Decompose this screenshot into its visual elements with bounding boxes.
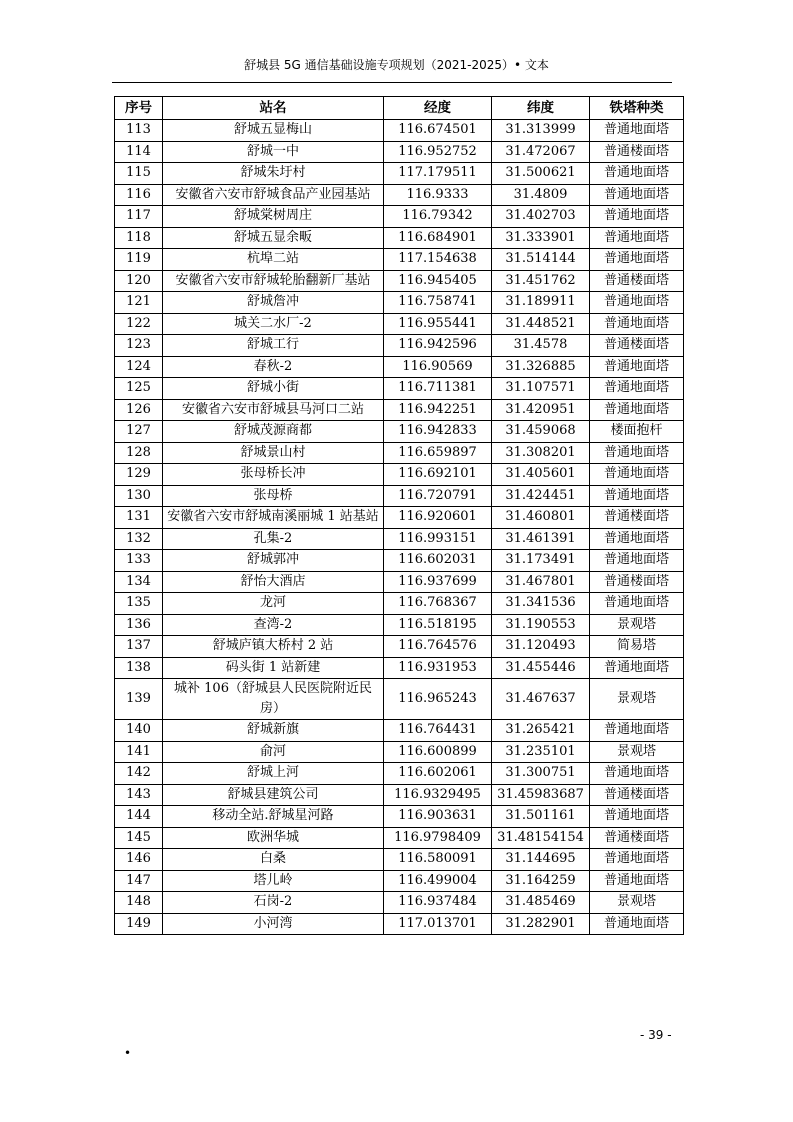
latitude-cell: 31.402703 xyxy=(492,206,590,228)
tower-type-cell: 普通地面塔 xyxy=(590,356,684,378)
longitude-cell: 116.602061 xyxy=(384,763,492,785)
table-body xyxy=(115,120,684,935)
longitude-cell: 116.711381 xyxy=(384,378,492,400)
tower-type-cell: 普通地面塔 xyxy=(590,313,684,335)
row-index-cell: 118 xyxy=(115,227,163,249)
latitude-cell: 31.189911 xyxy=(492,292,590,314)
site-name-cell: 安徽省六安市舒城轮胎翻新厂基站 xyxy=(163,270,384,292)
row-index-cell: 115 xyxy=(115,163,163,185)
longitude-cell: 116.692101 xyxy=(384,464,492,486)
table-row xyxy=(115,614,684,636)
longitude-cell: 117.179511 xyxy=(384,163,492,185)
site-name-cell: 舒城茂源商都 xyxy=(163,421,384,443)
site-name-cell: 查湾-2 xyxy=(163,614,384,636)
tower-type-cell: 景观塔 xyxy=(590,679,684,720)
longitude-cell: 116.518195 xyxy=(384,614,492,636)
row-index-cell: 117 xyxy=(115,206,163,228)
tower-type-cell: 普通地面塔 xyxy=(590,163,684,185)
row-index-cell: 129 xyxy=(115,464,163,486)
table-row xyxy=(115,784,684,806)
longitude-cell: 116.9333 xyxy=(384,184,492,206)
latitude-cell: 31.451762 xyxy=(492,270,590,292)
tower-type-cell: 普通地面塔 xyxy=(590,399,684,421)
table-row xyxy=(115,913,684,935)
table-row xyxy=(115,763,684,785)
latitude-cell: 31.500621 xyxy=(492,163,590,185)
longitude-cell: 116.937699 xyxy=(384,571,492,593)
site-name-cell: 舒城小街 xyxy=(163,378,384,400)
latitude-cell: 31.448521 xyxy=(492,313,590,335)
row-index-cell: 141 xyxy=(115,741,163,763)
site-name-cell: 城关二水厂-2 xyxy=(163,313,384,335)
latitude-cell: 31.120493 xyxy=(492,636,590,658)
longitude-cell: 116.580091 xyxy=(384,849,492,871)
longitude-cell: 116.942833 xyxy=(384,421,492,443)
site-name-cell: 张母桥 xyxy=(163,485,384,507)
tower-type-cell: 普通地面塔 xyxy=(590,227,684,249)
tower-type-cell: 普通楼面塔 xyxy=(590,784,684,806)
latitude-cell: 31.420951 xyxy=(492,399,590,421)
table-row xyxy=(115,335,684,357)
latitude-cell: 31.313999 xyxy=(492,120,590,142)
latitude-cell: 31.4578 xyxy=(492,335,590,357)
row-index-cell: 113 xyxy=(115,120,163,142)
row-index-cell: 114 xyxy=(115,141,163,163)
row-index-cell: 123 xyxy=(115,335,163,357)
table-row xyxy=(115,249,684,271)
site-name-cell: 张母桥长冲 xyxy=(163,464,384,486)
tower-type-cell: 普通地面塔 xyxy=(590,528,684,550)
longitude-cell: 116.903631 xyxy=(384,806,492,828)
tower-sites-table xyxy=(114,96,684,935)
site-name-cell: 塔儿岭 xyxy=(163,870,384,892)
row-index-cell: 125 xyxy=(115,378,163,400)
table-row xyxy=(115,636,684,658)
site-name-cell: 舒怡大酒店 xyxy=(163,571,384,593)
site-name-cell: 舒城棠树周庄 xyxy=(163,206,384,228)
table-row xyxy=(115,163,684,185)
table-row xyxy=(115,378,684,400)
latitude-cell: 31.485469 xyxy=(492,892,590,914)
table-row xyxy=(115,120,684,142)
column-header-name: 站名 xyxy=(163,97,384,120)
row-index-cell: 136 xyxy=(115,614,163,636)
longitude-cell: 116.965243 xyxy=(384,679,492,720)
table-row xyxy=(115,227,684,249)
site-name-cell: 杭埠二站 xyxy=(163,249,384,271)
row-index-cell: 132 xyxy=(115,528,163,550)
site-name-cell: 安徽省六安市舒城县马河口二站 xyxy=(163,399,384,421)
table-row xyxy=(115,356,684,378)
row-index-cell: 122 xyxy=(115,313,163,335)
row-index-cell: 119 xyxy=(115,249,163,271)
table-row xyxy=(115,720,684,742)
site-name-cell: 安徽省六安市舒城南溪丽城 1 站基站 xyxy=(163,507,384,529)
site-name-cell: 龙河 xyxy=(163,593,384,615)
tower-type-cell: 简易塔 xyxy=(590,636,684,658)
table-row xyxy=(115,870,684,892)
site-name-cell: 小河湾 xyxy=(163,913,384,935)
tower-type-cell: 普通地面塔 xyxy=(590,870,684,892)
row-index-cell: 127 xyxy=(115,421,163,443)
tower-type-cell: 普通楼面塔 xyxy=(590,507,684,529)
header-divider xyxy=(112,82,672,83)
latitude-cell: 31.467637 xyxy=(492,679,590,720)
row-index-cell: 144 xyxy=(115,806,163,828)
table-row xyxy=(115,464,684,486)
table-row xyxy=(115,206,684,228)
tower-type-cell: 普通地面塔 xyxy=(590,657,684,679)
tower-type-cell: 普通地面塔 xyxy=(590,550,684,572)
longitude-cell: 117.154638 xyxy=(384,249,492,271)
latitude-cell: 31.455446 xyxy=(492,657,590,679)
row-index-cell: 145 xyxy=(115,827,163,849)
site-name-cell: 舒城上河 xyxy=(163,763,384,785)
table-row xyxy=(115,571,684,593)
page-number: - 39 - xyxy=(640,1028,672,1042)
site-name-cell: 舒城郭冲 xyxy=(163,550,384,572)
site-name-cell: 舒城五显梅山 xyxy=(163,120,384,142)
tower-type-cell: 普通楼面塔 xyxy=(590,571,684,593)
tower-type-cell: 普通地面塔 xyxy=(590,292,684,314)
site-name-cell: 欧洲华城 xyxy=(163,827,384,849)
column-header-tower-type: 铁塔种类 xyxy=(590,97,684,120)
tower-type-cell: 普通地面塔 xyxy=(590,593,684,615)
row-index-cell: 131 xyxy=(115,507,163,529)
row-index-cell: 137 xyxy=(115,636,163,658)
longitude-cell: 116.920601 xyxy=(384,507,492,529)
table-row xyxy=(115,421,684,443)
longitude-cell: 116.768367 xyxy=(384,593,492,615)
latitude-cell: 31.472067 xyxy=(492,141,590,163)
latitude-cell: 31.424451 xyxy=(492,485,590,507)
table-row xyxy=(115,679,684,720)
table-row xyxy=(115,849,684,871)
latitude-cell: 31.300751 xyxy=(492,763,590,785)
site-name-cell: 安徽省六安市舒城食品产业园基站 xyxy=(163,184,384,206)
latitude-cell: 31.164259 xyxy=(492,870,590,892)
latitude-cell: 31.4809 xyxy=(492,184,590,206)
tower-type-cell: 景观塔 xyxy=(590,892,684,914)
tower-type-cell: 普通地面塔 xyxy=(590,485,684,507)
tower-type-cell: 普通地面塔 xyxy=(590,849,684,871)
table-row xyxy=(115,528,684,550)
site-name-cell: 舒城一中 xyxy=(163,141,384,163)
longitude-cell: 116.79342 xyxy=(384,206,492,228)
tower-type-cell: 普通地面塔 xyxy=(590,763,684,785)
site-name-cell: 舒城詹冲 xyxy=(163,292,384,314)
tower-type-cell: 普通地面塔 xyxy=(590,206,684,228)
table-row xyxy=(115,507,684,529)
latitude-cell: 31.48154154 xyxy=(492,827,590,849)
table-row xyxy=(115,806,684,828)
row-index-cell: 143 xyxy=(115,784,163,806)
table-row xyxy=(115,399,684,421)
latitude-cell: 31.326885 xyxy=(492,356,590,378)
tower-type-cell: 普通楼面塔 xyxy=(590,270,684,292)
longitude-cell: 116.952752 xyxy=(384,141,492,163)
column-header-longitude: 经度 xyxy=(384,97,492,120)
site-name-cell: 孔集-2 xyxy=(163,528,384,550)
table-header-row xyxy=(115,97,684,120)
longitude-cell: 116.945405 xyxy=(384,270,492,292)
longitude-cell: 116.90569 xyxy=(384,356,492,378)
page-header: 舒城县 5G 通信基础设施专项规划（2021-2025）• 文本 xyxy=(244,58,549,72)
table-row xyxy=(115,270,684,292)
latitude-cell: 31.341536 xyxy=(492,593,590,615)
latitude-cell: 31.173491 xyxy=(492,550,590,572)
longitude-cell: 116.674501 xyxy=(384,120,492,142)
latitude-cell: 31.460801 xyxy=(492,507,590,529)
row-index-cell: 149 xyxy=(115,913,163,935)
site-name-cell: 舒城县建筑公司 xyxy=(163,784,384,806)
site-name-cell: 俞河 xyxy=(163,741,384,763)
longitude-cell: 116.9329495 xyxy=(384,784,492,806)
site-name-cell: 白桑 xyxy=(163,849,384,871)
table-row xyxy=(115,657,684,679)
row-index-cell: 135 xyxy=(115,593,163,615)
longitude-cell: 117.013701 xyxy=(384,913,492,935)
row-index-cell: 124 xyxy=(115,356,163,378)
column-header-index: 序号 xyxy=(115,97,163,120)
tower-type-cell: 普通地面塔 xyxy=(590,806,684,828)
longitude-cell: 116.931953 xyxy=(384,657,492,679)
table-row xyxy=(115,292,684,314)
row-index-cell: 138 xyxy=(115,657,163,679)
row-index-cell: 134 xyxy=(115,571,163,593)
table-row xyxy=(115,184,684,206)
longitude-cell: 116.937484 xyxy=(384,892,492,914)
site-name-cell: 舒城朱圩村 xyxy=(163,163,384,185)
table-row xyxy=(115,892,684,914)
tower-type-cell: 普通楼面塔 xyxy=(590,335,684,357)
latitude-cell: 31.265421 xyxy=(492,720,590,742)
site-name-cell: 码头街 1 站新建 xyxy=(163,657,384,679)
longitude-cell: 116.659897 xyxy=(384,442,492,464)
table-row xyxy=(115,827,684,849)
table-row xyxy=(115,141,684,163)
table-row xyxy=(115,313,684,335)
longitude-cell: 116.955441 xyxy=(384,313,492,335)
tower-type-cell: 普通地面塔 xyxy=(590,464,684,486)
latitude-cell: 31.282901 xyxy=(492,913,590,935)
row-index-cell: 142 xyxy=(115,763,163,785)
row-index-cell: 116 xyxy=(115,184,163,206)
latitude-cell: 31.405601 xyxy=(492,464,590,486)
longitude-cell: 116.942251 xyxy=(384,399,492,421)
table-row xyxy=(115,593,684,615)
longitude-cell: 116.499004 xyxy=(384,870,492,892)
longitude-cell: 116.942596 xyxy=(384,335,492,357)
longitude-cell: 116.684901 xyxy=(384,227,492,249)
table-row xyxy=(115,485,684,507)
row-index-cell: 121 xyxy=(115,292,163,314)
row-index-cell: 147 xyxy=(115,870,163,892)
site-name-cell: 春秋-2 xyxy=(163,356,384,378)
tower-type-cell: 普通地面塔 xyxy=(590,184,684,206)
latitude-cell: 31.333901 xyxy=(492,227,590,249)
row-index-cell: 128 xyxy=(115,442,163,464)
tower-type-cell: 楼面抱杆 xyxy=(590,421,684,443)
tower-type-cell: 普通地面塔 xyxy=(590,249,684,271)
row-index-cell: 130 xyxy=(115,485,163,507)
tower-type-cell: 普通地面塔 xyxy=(590,913,684,935)
latitude-cell: 31.308201 xyxy=(492,442,590,464)
latitude-cell: 31.45983687 xyxy=(492,784,590,806)
latitude-cell: 31.107571 xyxy=(492,378,590,400)
latitude-cell: 31.501161 xyxy=(492,806,590,828)
site-name-cell: 舒城景山村 xyxy=(163,442,384,464)
column-header-latitude: 纬度 xyxy=(492,97,590,120)
tower-type-cell: 景观塔 xyxy=(590,741,684,763)
longitude-cell: 116.993151 xyxy=(384,528,492,550)
tower-type-cell: 景观塔 xyxy=(590,614,684,636)
longitude-cell: 116.758741 xyxy=(384,292,492,314)
latitude-cell: 31.459068 xyxy=(492,421,590,443)
site-name-cell: 舒城五显余畈 xyxy=(163,227,384,249)
table-row xyxy=(115,741,684,763)
longitude-cell: 116.764431 xyxy=(384,720,492,742)
latitude-cell: 31.190553 xyxy=(492,614,590,636)
tower-type-cell: 普通楼面塔 xyxy=(590,141,684,163)
row-index-cell: 140 xyxy=(115,720,163,742)
latitude-cell: 31.461391 xyxy=(492,528,590,550)
tower-type-cell: 普通地面塔 xyxy=(590,378,684,400)
latitude-cell: 31.235101 xyxy=(492,741,590,763)
row-index-cell: 133 xyxy=(115,550,163,572)
longitude-cell: 116.764576 xyxy=(384,636,492,658)
longitude-cell: 116.9798409 xyxy=(384,827,492,849)
site-name-cell: 舒城庐镇大桥村 2 站 xyxy=(163,636,384,658)
site-name-cell: 城补 106（舒城县人民医院附近民房） xyxy=(163,679,384,720)
site-name-cell: 石岗-2 xyxy=(163,892,384,914)
tower-type-cell: 普通地面塔 xyxy=(590,720,684,742)
table-row xyxy=(115,550,684,572)
latitude-cell: 31.514144 xyxy=(492,249,590,271)
site-name-cell: 舒城工行 xyxy=(163,335,384,357)
row-index-cell: 148 xyxy=(115,892,163,914)
latitude-cell: 31.467801 xyxy=(492,571,590,593)
tower-type-cell: 普通楼面塔 xyxy=(590,827,684,849)
site-name-cell: 移动全站.舒城星河路 xyxy=(163,806,384,828)
longitude-cell: 116.720791 xyxy=(384,485,492,507)
site-name-cell: 舒城新旗 xyxy=(163,720,384,742)
tower-type-cell: 普通地面塔 xyxy=(590,442,684,464)
row-index-cell: 120 xyxy=(115,270,163,292)
longitude-cell: 116.600899 xyxy=(384,741,492,763)
table-row xyxy=(115,442,684,464)
footer-bullet: • xyxy=(124,1046,132,1060)
tower-type-cell: 普通地面塔 xyxy=(590,120,684,142)
row-index-cell: 139 xyxy=(115,679,163,720)
latitude-cell: 31.144695 xyxy=(492,849,590,871)
row-index-cell: 146 xyxy=(115,849,163,871)
longitude-cell: 116.602031 xyxy=(384,550,492,572)
row-index-cell: 126 xyxy=(115,399,163,421)
